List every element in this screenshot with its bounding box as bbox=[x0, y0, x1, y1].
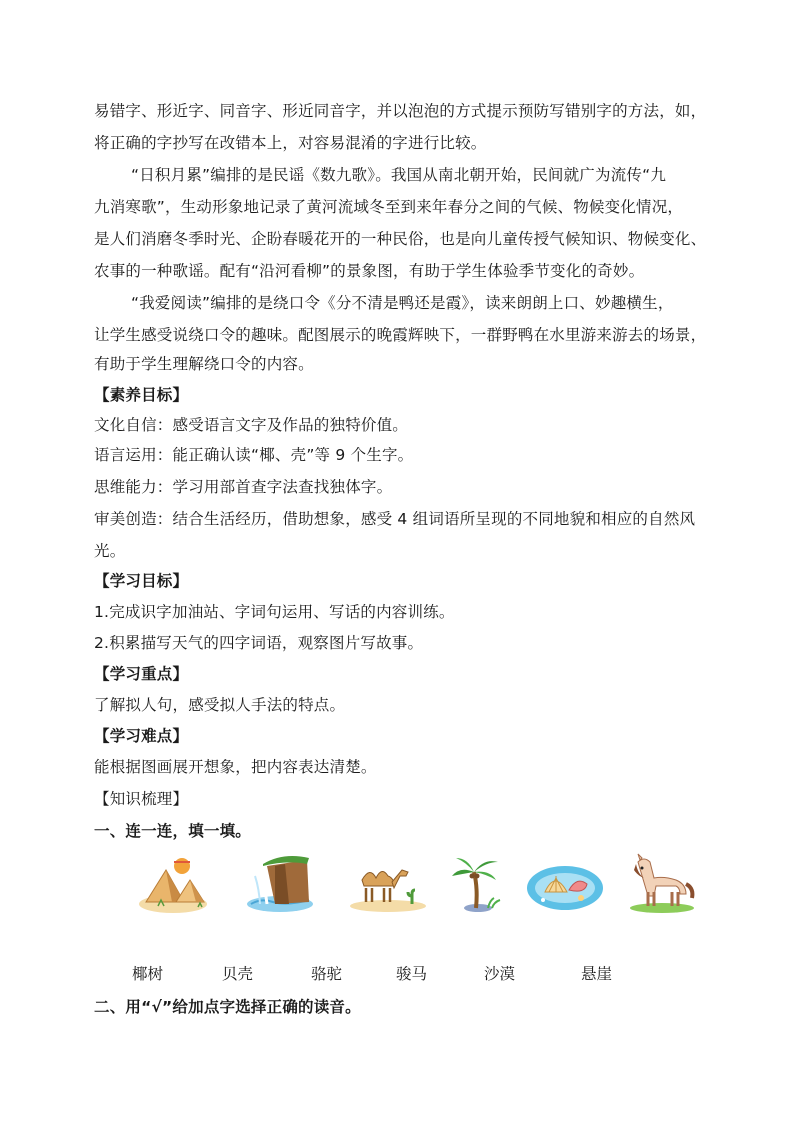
word-row bbox=[0, 963, 794, 987]
palm-tree-icon bbox=[448, 852, 504, 914]
paragraph-line: “日积月累”编排的是民谣《数九歌》。我国从南北朝开始，民间就广为流传“九 bbox=[131, 166, 667, 184]
goal-item: 文化自信：感受语言文字及作品的独特价值。 bbox=[94, 416, 409, 434]
paragraph-line: 有助于学生理解绕口令的内容。 bbox=[94, 355, 314, 373]
paragraph-line: 农事的一种歌谣。配有“沿河看柳”的景象图，有助于学生体验季节变化的奇妙。 bbox=[94, 262, 645, 280]
word-label: 悬崖 bbox=[581, 965, 613, 983]
question-title: 二、用“√”给加点字选择正确的读音。 bbox=[94, 998, 361, 1016]
horse-icon bbox=[626, 852, 696, 914]
goal-item: 光。 bbox=[94, 542, 126, 560]
section-heading: 【素养目标】 bbox=[94, 386, 189, 404]
picture-row bbox=[130, 852, 700, 922]
paragraph-line: “我爱阅读”编排的是绕口令《分不清是鸭还是霞》，读来朗朗上口、妙趣横生， bbox=[131, 294, 674, 312]
goal-item: 思维能力：学习用部首查字法查找独体字。 bbox=[94, 478, 393, 496]
pyramid-desert-icon bbox=[138, 852, 208, 914]
goal-item: 语言运用：能正确认读“椰、壳”等 9 个生字。 bbox=[94, 446, 414, 464]
difficulty-text: 能根据图画展开想象，把内容表达清楚。 bbox=[94, 758, 377, 776]
section-heading: 【学习目标】 bbox=[94, 572, 189, 590]
section-heading: 【学习难点】 bbox=[94, 727, 189, 745]
word-label: 贝壳 bbox=[222, 965, 254, 983]
goal-item: 1.完成识字加油站、字词句运用、写话的内容训练。 bbox=[94, 603, 455, 621]
intro-line: 易错字、形近字、同音字、形近同音字，并以泡泡的方式提示预防写错别字的方法，如， bbox=[94, 102, 707, 120]
key-point-text: 了解拟人句，感受拟人手法的特点。 bbox=[94, 696, 346, 714]
paragraph-line: 让学生感受说绕口令的趣味。配图展示的晚霞辉映下，一群野鸭在水里游来游去的场景， bbox=[94, 326, 707, 344]
word-label: 骆驼 bbox=[311, 965, 343, 983]
seashell-icon bbox=[525, 852, 605, 914]
cliff-waterfall-icon bbox=[245, 852, 315, 914]
paragraph-line: 是人们消磨冬季时光、企盼春暖花开的一种民俗，也是向儿童传授气候知识、物候变化、 bbox=[94, 230, 707, 248]
goal-item: 2.积累描写天气的四字词语，观察图片写故事。 bbox=[94, 634, 424, 652]
intro-line: 将正确的字抄写在改错本上，对容易混淆的字进行比较。 bbox=[94, 134, 487, 152]
camel-icon bbox=[348, 852, 428, 914]
word-label: 沙漠 bbox=[484, 965, 516, 983]
goal-item: 审美创造：结合生活经历，借助想象，感受 4 组词语所呈现的不同地貌和相应的自然风 bbox=[94, 510, 696, 528]
paragraph-line: 九消寒歌”，生动形象地记录了黄河流域冬至到来年春分之间的气候、物候变化情况， bbox=[94, 198, 684, 216]
section-heading: 【学习重点】 bbox=[94, 665, 189, 683]
question-title: 一、连一连，填一填。 bbox=[94, 822, 252, 840]
section-heading: 【知识梳理】 bbox=[94, 790, 189, 808]
word-label: 椰树 bbox=[132, 965, 164, 983]
word-label: 骏马 bbox=[396, 965, 428, 983]
